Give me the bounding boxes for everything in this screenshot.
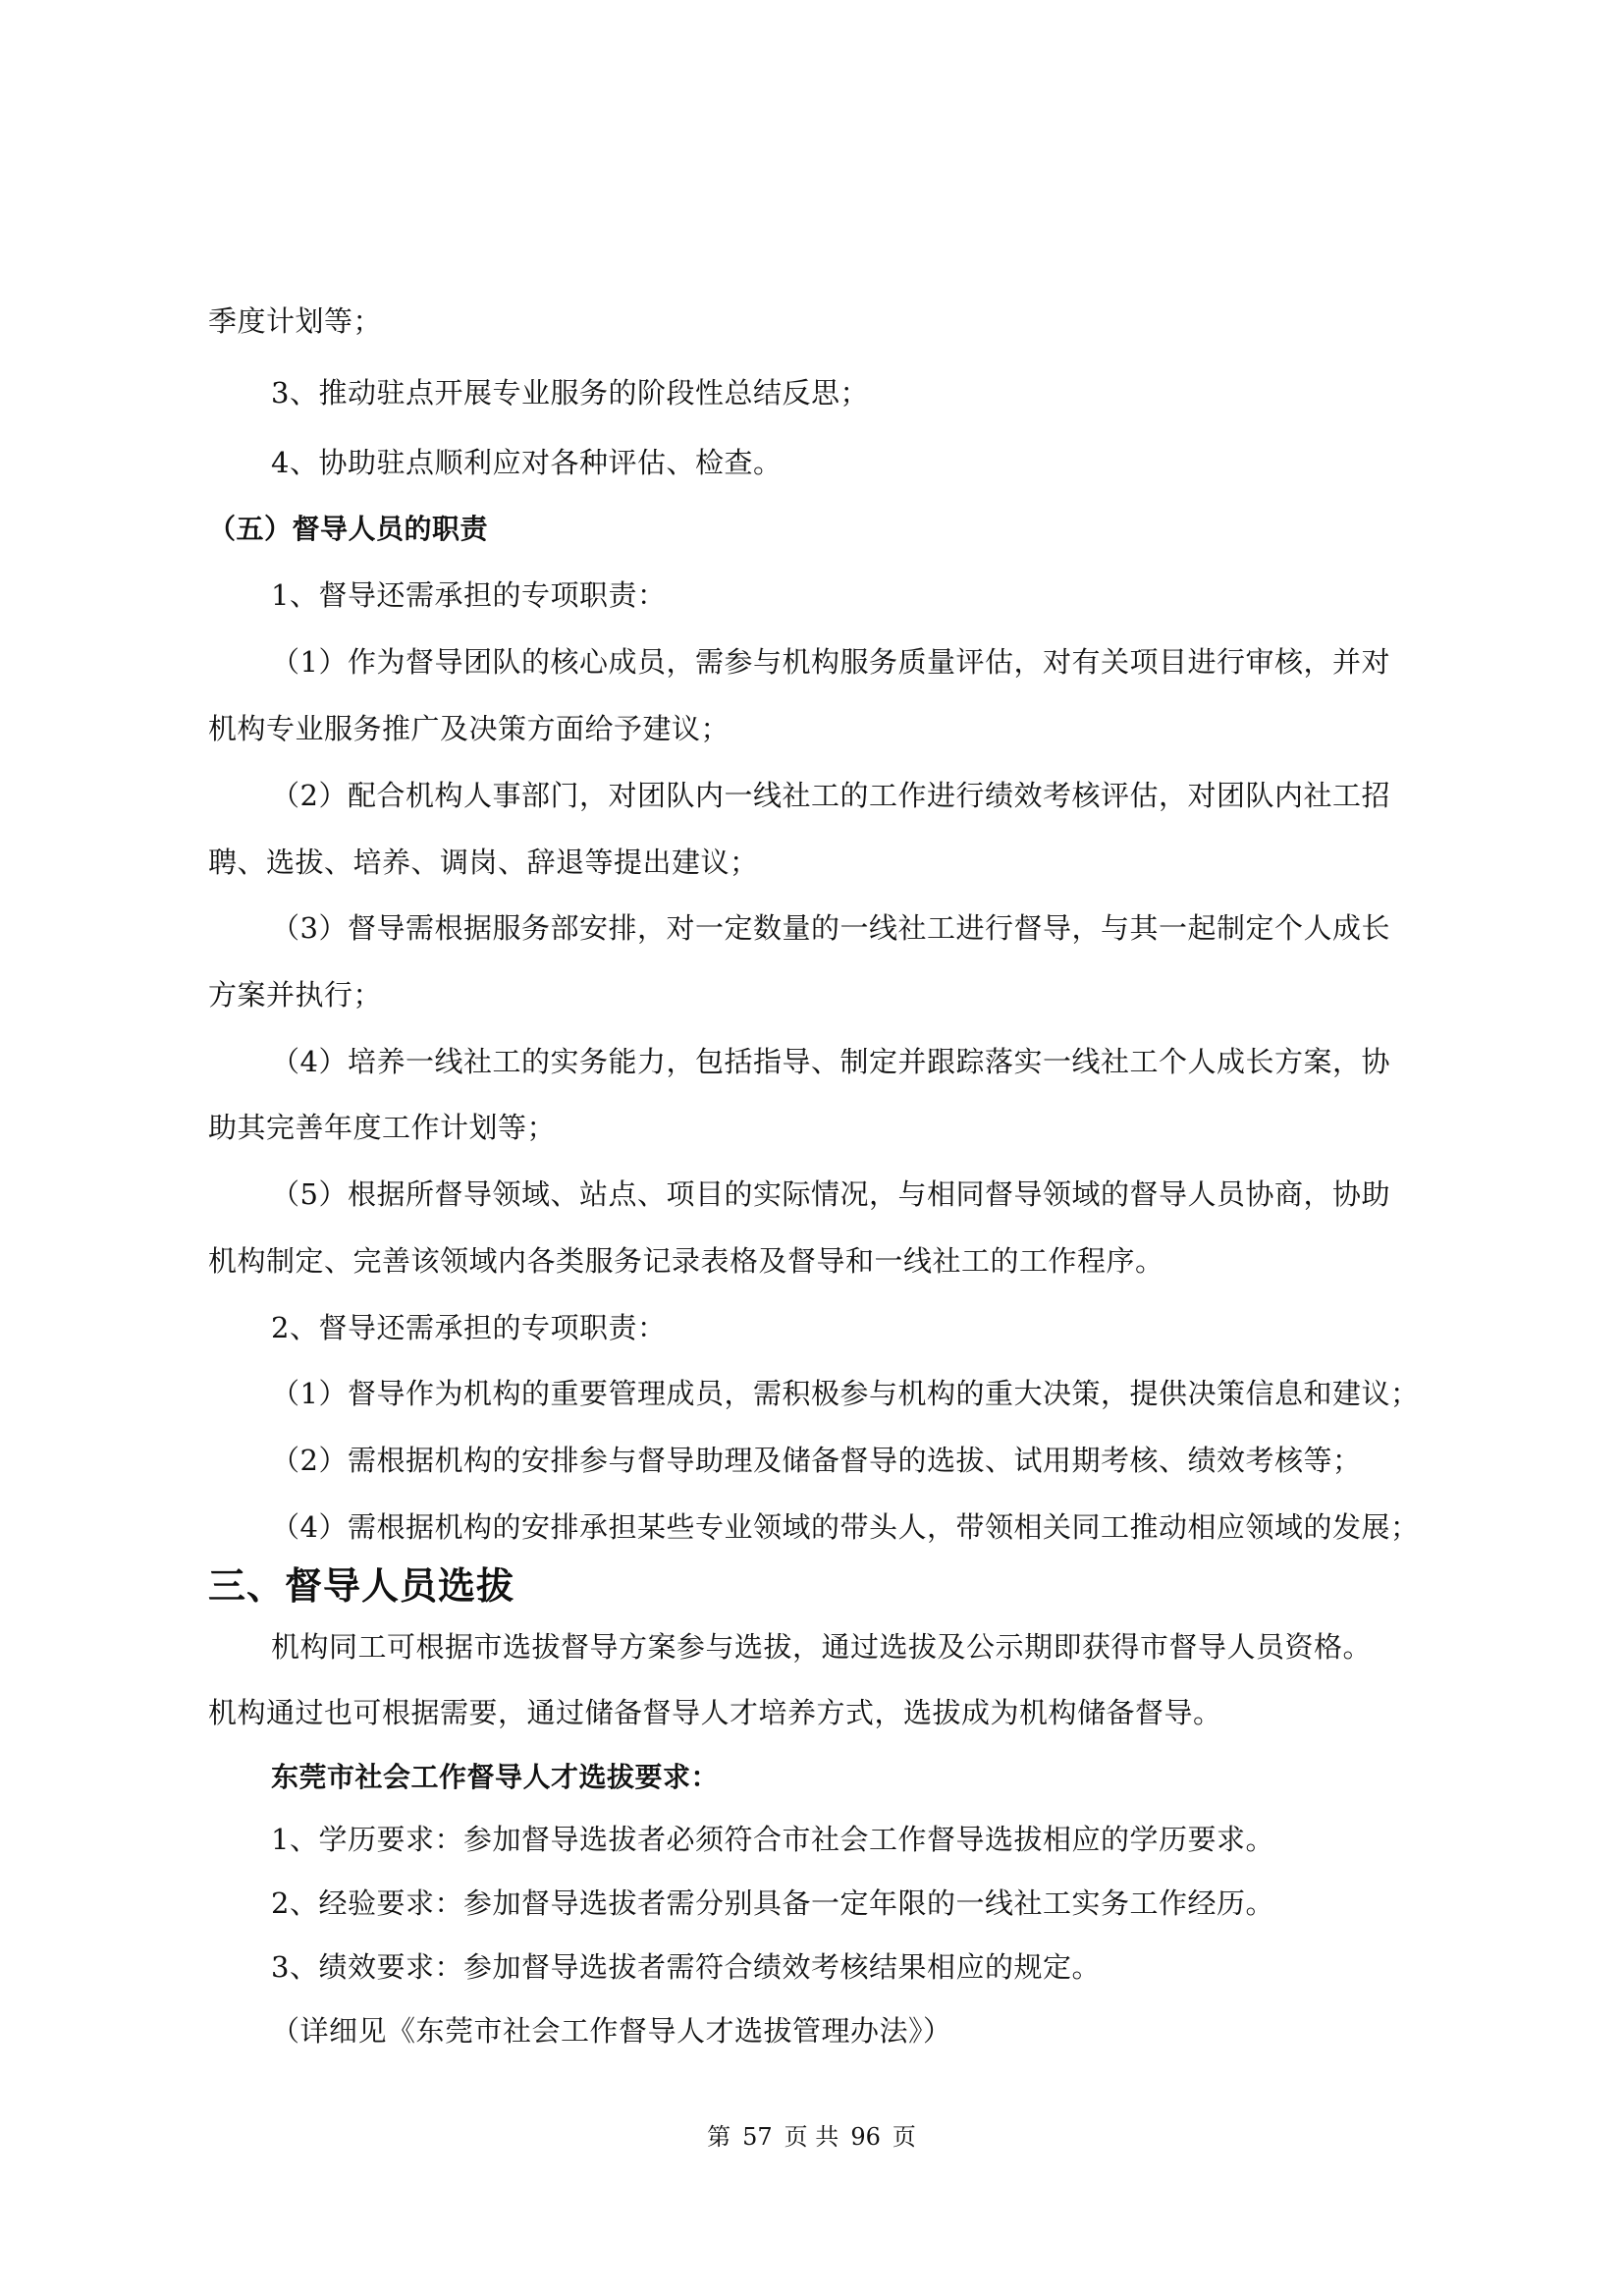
page-footer (0, 2121, 1623, 2153)
paragraph-line: 机构专业服务推广及决策方面给予建议； (208, 712, 730, 745)
paragraph-line: （1）督导作为机构的重要管理成员，需积极参与机构的重大决策，提供决策信息和建议； (271, 1377, 1420, 1410)
paragraph-line: （2）配合机构人事部门，对团队内一线社工的工作进行绩效考核评估，对团队内社工招 (271, 779, 1390, 812)
paragraph-line: 方案并执行； (208, 978, 383, 1011)
paragraph-line: （4）培养一线社工的实务能力，包括指导、制定并跟踪落实一线社工个人成长方案，协 (271, 1045, 1390, 1078)
list-item: 1、学历要求：参加督导选拔者必须符合市社会工作督导选拔相应的学历要求。 (271, 1823, 1274, 1856)
paragraph-line: 助其完善年度工作计划等； (208, 1111, 557, 1144)
paragraph-line: 机构制定、完善该领域内各类服务记录表格及督导和一线社工的工作程序。 (208, 1244, 1164, 1278)
paragraph-line: （1）作为督导团队的核心成员，需参与机构服务质量评估，对有关项目进行审核，并对 (271, 645, 1390, 679)
footer-prefix: 第 (707, 2123, 731, 2151)
list-item: 2、督导还需承担的专项职责： (271, 1311, 667, 1344)
total-pages-number: 96 (850, 2123, 881, 2151)
paragraph-line: （5）根据所督导领域、站点、项目的实际情况，与相同督导领域的督导人员协商，协助 (271, 1177, 1390, 1211)
section-heading: 三、督导人员选拔 (208, 1564, 515, 1608)
list-item: 3、推动驻点开展专业服务的阶段性总结反思； (271, 376, 869, 410)
paragraph-line: （4）需根据机构的安排承担某些专业领域的带头人，带领相关同工推动相应领域的发展； (271, 1510, 1420, 1544)
current-page-number: 57 (742, 2123, 773, 2151)
reference-note: （详细见《东莞市社会工作督导人才选拔管理办法》） (271, 2014, 952, 2048)
footer-suffix: 页 (892, 2123, 916, 2151)
list-item: 4、协助驻点顺利应对各种评估、检查。 (271, 446, 783, 479)
requirements-heading: 东莞市社会工作督导人才选拔要求： (271, 1761, 720, 1793)
paragraph-line: 机构同工可根据市选拔督导方案参与选拔，通过选拔及公示期即获得市督导人员资格。 (271, 1630, 1373, 1664)
list-item: 3、绩效要求：参加督导选拔者需符合绩效考核结果相应的规定。 (271, 1950, 1101, 1984)
paragraph-line: 季度计划等； (208, 304, 383, 338)
paragraph-line: （2）需根据机构的安排参与督导助理及储备督导的选拔、试用期考核、绩效考核等； (271, 1444, 1362, 1477)
paragraph-line: （3）督导需根据服务部安排，对一定数量的一线社工进行督导，与其一起制定个人成长 (271, 911, 1390, 945)
section-subheading: （五）督导人员的职责 (208, 513, 489, 545)
list-item: 1、督导还需承担的专项职责： (271, 578, 667, 612)
list-item: 2、经验要求：参加督导选拔者需分别具备一定年限的一线社工实务工作经历。 (271, 1886, 1274, 1920)
paragraph-line: 聘、选拔、培养、调岗、辞退等提出建议； (208, 846, 759, 879)
paragraph-line: 机构通过也可根据需要，通过储备督导人才培养方式，选拔成为机构储备督导。 (208, 1696, 1222, 1729)
footer-middle: 页 共 (784, 2123, 839, 2151)
